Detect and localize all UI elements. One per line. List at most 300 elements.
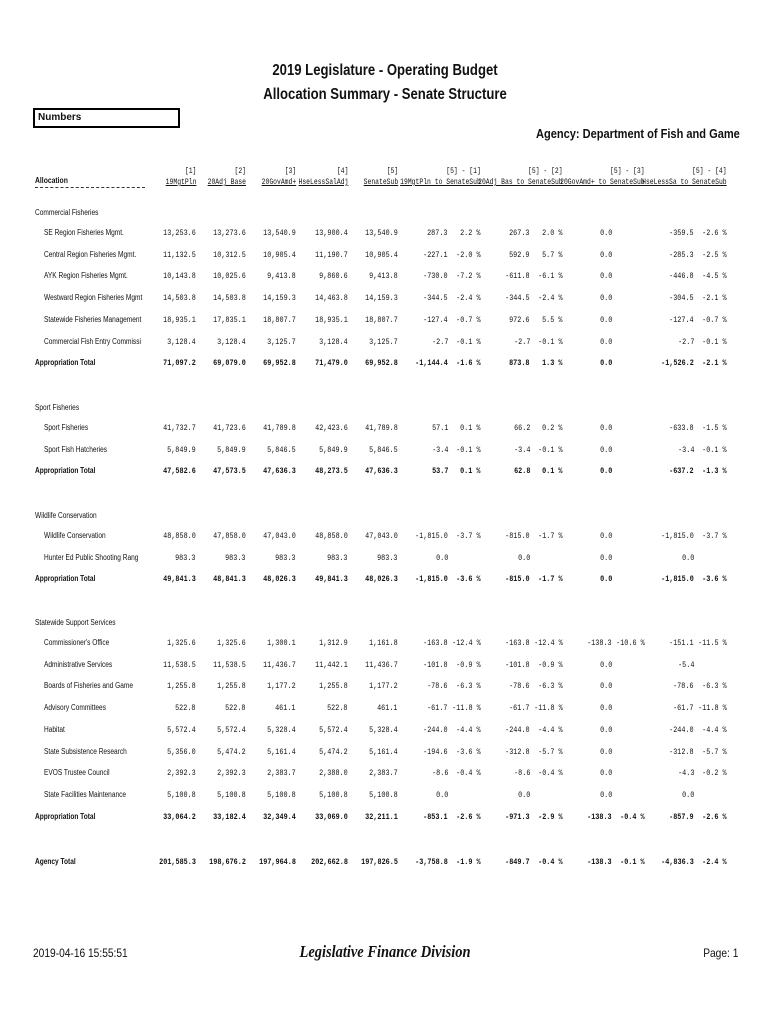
table-cell: -163.8 [423,638,448,648]
table-cell: 41,723.6 [213,423,246,433]
table-cell: -312.8 [505,746,530,757]
table-cell: 5,100.8 [369,789,398,800]
table-cell: 287.3 [427,228,448,238]
table-cell: -2.7 [677,336,694,347]
table-cell: 3,128.4 [217,336,246,347]
table-cell: -4,836.3 [661,857,694,867]
table-cell: 48,273.5 [315,466,348,477]
table-cell: 5,474.2 [319,746,348,757]
table-cell: -3.6 % [456,574,481,585]
column-number: [1] [184,167,196,176]
table-cell: 9,413.8 [267,271,296,282]
table-cell: 0.0 [681,552,694,563]
table-cell: 983.3 [327,552,348,563]
table-cell: -0.7 % [456,314,481,325]
table-cell: 0.0 [599,444,612,455]
table-cell: 873.8 [509,358,530,369]
table-cell: -1,815.0 [661,574,694,585]
table-cell: 1,177.2 [267,681,296,692]
row-label: SE Region Fisheries Mgmt. [44,228,124,237]
table-cell: 2.0 % [542,228,563,238]
table-cell: 11,132.5 [163,249,196,260]
table-cell: -244.0 [669,724,694,735]
table-cell: 0.0 [599,228,612,238]
column-header [363,166,398,188]
table-cell: -8.6 [431,768,448,779]
table-cell: -138.3 [587,811,612,822]
column-number: [5] - [1] [446,167,481,176]
table-cell: 48,858.0 [315,531,348,541]
table-cell: -61.7 [673,703,694,714]
column-header [165,166,196,188]
total-label: Appropriation Total [35,466,96,476]
table-cell: 11,538.5 [213,659,246,670]
table-cell: 48,841.3 [213,574,246,585]
table-cell: -815.0 [505,574,530,585]
table-cell: -971.3 [505,811,530,822]
table-cell: -0.4 % [456,768,481,779]
table-cell: 47,043.0 [263,531,296,541]
table-cell: -12.4 % [534,638,563,648]
table-cell: 0.0 [599,768,612,779]
table-cell: -0.4 % [538,768,563,779]
table-cell: 69,952.8 [365,358,398,369]
table-cell: -2.6 % [702,811,727,822]
table-cell: -244.0 [423,724,448,735]
table-cell: 42,423.6 [315,423,348,433]
table-cell: -1,815.0 [661,531,694,541]
column-header [561,166,646,188]
table-cell: 5,846.5 [369,444,398,455]
table-cell: 41,789.8 [263,423,296,433]
table-cell: 69,952.8 [263,358,296,369]
table-cell: -633.8 [669,423,694,433]
table-cell: -138.3 [587,857,612,867]
table-cell: -6.3 % [456,681,481,692]
total-label: Appropriation Total [35,358,96,368]
table-cell: -611.8 [505,271,530,282]
table-cell: 11,442.1 [315,659,348,670]
table-cell: 0.0 [599,552,612,563]
table-cell: 41,789.8 [365,423,398,433]
table-cell: -194.6 [423,746,448,757]
table-cell: -0.7 % [702,314,727,325]
table-cell: 0.0 [599,314,612,325]
table-cell: 33,182.4 [213,811,246,822]
row-label: EVOS Trustee Council [44,768,110,778]
table-cell: 0.0 [599,271,612,282]
table-cell: 1,325.6 [167,638,196,648]
total-label: Appropriation Total [35,811,96,821]
table-cell: -1.3 % [702,466,727,477]
section-heading: Sport Fisheries [35,403,80,412]
table-cell: -0.4 % [620,811,645,822]
numbers-label-box: Numbers [33,108,180,128]
table-cell: 47,636.3 [365,466,398,477]
table-cell: 983.3 [225,552,246,563]
table-cell: 62.8 [513,466,530,477]
table-cell: 0.0 [435,789,448,800]
table-cell: 0.0 [517,789,530,800]
table-cell: -2.6 % [702,228,727,238]
column-number: [3] [284,167,296,176]
table-cell: -1,815.0 [415,574,448,585]
table-cell: 32,211.1 [365,811,398,822]
table-cell: 10,143.8 [163,271,196,282]
column-name: HseLessSa to SenateSub [642,178,727,187]
table-cell: 202,662.8 [311,857,348,867]
table-cell: 57.1 [431,423,448,433]
table-cell: 33,064.2 [163,811,196,822]
table-cell: -2.5 % [702,249,727,260]
table-cell: 5,849.9 [319,444,348,455]
table-cell: 33,069.0 [315,811,348,822]
allocation-header-rule [35,187,145,188]
table-cell: 32,349.4 [263,811,296,822]
table-cell: -1.6 % [456,358,481,369]
table-cell: -0.1 % [538,336,563,347]
column-header [643,166,728,188]
table-cell: -244.0 [505,724,530,735]
table-cell: -4.5 % [702,271,727,282]
table-cell: -344.5 [423,293,448,304]
table-cell: 0.0 [599,789,612,800]
footer-division: Legislative Finance Division [299,942,471,961]
row-label: Hunter Ed Public Shooting Rang [44,552,139,562]
table-cell: 49,841.3 [163,574,196,585]
table-cell: 13,273.6 [213,228,246,238]
table-cell: -78.6 [509,681,530,692]
table-cell: -127.4 [423,314,448,325]
table-cell: -5.7 % [538,746,563,757]
table-cell: 47,043.0 [365,531,398,541]
table-cell: 2,388.0 [319,768,348,779]
table-cell: 47,573.5 [213,466,246,477]
column-name: 20GovAmd+ to SenateSub [560,178,645,187]
table-cell: 10,025.6 [213,271,246,282]
table-cell: 461.1 [377,703,398,714]
row-label: Sport Fish Hatcheries [44,444,108,454]
table-cell: 0.0 [517,552,530,563]
table-cell: -3.7 % [456,531,481,541]
table-cell: 0.1 % [542,466,563,477]
table-cell: 983.3 [275,552,296,563]
table-cell: -1.7 % [538,574,563,585]
table-cell: -151.1 [669,638,694,648]
table-cell: -11.8 % [534,703,563,714]
table-cell: -857.9 [669,811,694,822]
table-cell: -7.2 % [456,271,481,282]
table-cell: 2.2 % [460,228,481,238]
table-cell: 66.2 [513,423,530,433]
table-cell: -853.1 [423,811,448,822]
table-cell: -637.2 [669,466,694,477]
table-cell: -359.5 [669,228,694,238]
table-cell: -2.4 % [702,857,727,867]
table-cell: -0.1 % [702,336,727,347]
table-cell: -0.1 % [702,444,727,455]
table-cell: -446.8 [669,271,694,282]
table-cell: 10,905.4 [263,249,296,260]
table-cell: 592.9 [509,249,530,260]
table-cell: -849.7 [505,857,530,867]
column-name: 20GovAmd+ [261,178,296,187]
table-cell: -3,758.8 [415,857,448,867]
table-cell: -12.4 % [452,638,481,648]
footer-timestamp: 2019-04-16 15:55:51 [33,946,128,960]
table-cell: -11.8 % [698,703,727,714]
row-label: Commercial Fish Entry Commissi [44,336,141,346]
table-cell: 5.7 % [542,249,563,260]
table-cell: 0.0 [599,659,612,670]
table-cell: 17,835.1 [213,314,246,325]
table-cell: 13,540.9 [365,228,398,238]
row-label: AYK Region Fisheries Mgmt. [44,271,128,281]
table-cell: 1,177.2 [369,681,398,692]
table-cell: -2.0 % [456,249,481,260]
column-name: 20Adj Base [207,178,246,187]
table-cell: 3,128.4 [167,336,196,347]
table-cell: 2,392.3 [167,768,196,779]
table-cell: 5,849.9 [167,444,196,455]
table-cell: -61.7 [427,703,448,714]
table-cell: 5,849.9 [217,444,246,455]
table-cell: 198,676.2 [209,857,246,867]
table-cell: 9,860.6 [319,271,348,282]
table-cell: 0.0 [599,423,612,433]
table-cell: 11,436.7 [365,659,398,670]
table-cell: 1,255.8 [217,681,246,692]
table-cell: 47,636.3 [263,466,296,477]
column-number: [5] - [3] [610,167,645,176]
table-cell: 5,328.4 [369,724,398,735]
table-cell: 1,300.1 [267,638,296,648]
table-cell: 5,328.4 [267,724,296,735]
total-label: Agency Total [35,857,76,866]
table-cell: -3.4 [431,444,448,455]
table-cell: 47,858.0 [213,531,246,541]
table-cell: 11,436.7 [263,659,296,670]
table-cell: -1,815.0 [415,531,448,541]
column-name: 20Adj Bas to SenateSub [478,178,563,187]
table-cell: -1.5 % [702,423,727,433]
table-cell: -5.7 % [702,746,727,757]
table-cell: 5,100.8 [319,789,348,800]
row-label: Commissioner's Office [44,638,110,647]
column-number: [5] [386,167,398,176]
table-cell: 10,905.4 [365,249,398,260]
table-cell: 0.0 [681,789,694,800]
table-cell: -4.4 % [538,724,563,735]
table-cell: 197,964.8 [259,857,296,867]
table-cell: 13,253.6 [163,228,196,238]
table-cell: 0.0 [599,703,612,714]
table-cell: -78.6 [427,681,448,692]
row-label: Boards of Fisheries and Game [44,681,133,691]
footer-page-number: Page: 1 [702,946,738,960]
table-cell: 522.8 [175,703,196,714]
table-cell: -1.9 % [456,857,481,867]
table-cell: 48,026.3 [365,574,398,585]
table-cell: -0.1 % [620,857,645,867]
table-cell: 5,846.5 [267,444,296,455]
table-cell: -3.6 % [456,746,481,757]
table-cell: 983.3 [175,552,196,563]
table-cell: 18,807.7 [365,314,398,325]
table-cell: 0.0 [435,552,448,563]
agency-label: Agency: Department of Fish and Game [536,126,740,141]
table-cell: 5,474.2 [217,746,246,757]
table-cell: 49,841.3 [315,574,348,585]
row-label: Central Region Fisheries Mgmt. [44,249,137,259]
table-cell: 14,503.8 [163,293,196,304]
table-cell: 461.1 [275,703,296,714]
table-cell: -0.1 % [456,444,481,455]
table-cell: 11,190.7 [315,249,348,260]
table-cell: 14,159.3 [365,293,398,304]
allocation-column-header: Allocation [35,176,68,185]
table-cell: -127.4 [669,314,694,325]
table-cell: -0.1 % [456,336,481,347]
table-cell: 0.2 % [542,423,563,433]
table-cell: -2.9 % [538,811,563,822]
column-number: [4] [336,167,348,176]
row-label: Advisory Committees [44,703,106,713]
table-cell: -815.0 [505,531,530,541]
table-cell: 5,572.4 [167,724,196,735]
table-cell: -2.1 % [702,293,727,304]
table-cell: -0.4 % [538,857,563,867]
table-cell: 0.0 [599,574,612,585]
table-cell: 0.0 [599,681,612,692]
table-cell: 14,159.3 [263,293,296,304]
table-cell: 5,161.4 [267,746,296,757]
table-cell: -285.3 [669,249,694,260]
table-cell: 0.0 [599,466,612,477]
table-cell: 5,100.8 [217,789,246,800]
column-name: 19MgtPln to SenateSub [400,178,481,187]
table-cell: 0.1 % [460,423,481,433]
table-cell: 11,538.5 [163,659,196,670]
table-cell: 5,572.4 [217,724,246,735]
table-cell: 5,356.0 [167,746,196,757]
table-cell: 1,255.8 [319,681,348,692]
table-cell: 0.0 [599,746,612,757]
table-cell: -2.7 [431,336,448,347]
table-cell: -1.7 % [538,531,563,541]
table-cell: -6.1 % [538,271,563,282]
table-cell: 18,807.7 [263,314,296,325]
table-cell: 5,161.4 [369,746,398,757]
row-label: Westward Region Fisheries Mgmt [44,293,143,303]
table-cell: 972.6 [509,314,530,325]
table-cell: -3.7 % [702,531,727,541]
table-cell: 1,325.6 [217,638,246,648]
table-cell: -4.4 % [456,724,481,735]
row-label: Wildlife Conservation [44,531,106,540]
column-number: [2] [234,167,246,176]
table-cell: 13,540.9 [263,228,296,238]
table-cell: 983.3 [377,552,398,563]
table-cell: 69,079.0 [213,358,246,369]
table-cell: 14,463.8 [315,293,348,304]
table-cell: -3.4 [513,444,530,455]
table-cell: -2.4 % [538,293,563,304]
table-cell: -2.6 % [456,811,481,822]
column-number: [5] - [4] [692,167,727,176]
table-cell: 5,572.4 [319,724,348,735]
table-cell: -730.0 [423,271,448,282]
table-cell: -2.4 % [456,293,481,304]
table-cell: 197,826.5 [361,857,398,867]
table-cell: 3,125.7 [369,336,398,347]
table-cell: 201,585.3 [159,857,196,867]
row-label: State Facilities Maintenance [44,789,127,799]
column-name: HseLessSalAdj [298,178,348,187]
table-cell: -304.5 [669,293,694,304]
table-cell: 71,097.2 [163,358,196,369]
table-cell: 9,413.8 [369,271,398,282]
table-cell: -0.9 % [456,659,481,670]
table-cell: -2.7 [513,336,530,347]
table-cell: 13,900.4 [315,228,348,238]
table-cell: 5,100.8 [167,789,196,800]
table-cell: -10.6 % [616,638,645,648]
column-name: 19MgtPln [165,178,196,187]
row-label: Sport Fisheries [44,423,89,432]
table-cell: 3,125.7 [267,336,296,347]
table-cell: 53.7 [431,466,448,477]
table-cell: -78.6 [673,681,694,692]
table-cell: 47,582.6 [163,466,196,477]
row-label: Administrative Services [44,659,113,669]
table-cell: -3.6 % [702,574,727,585]
table-cell: 10,312.5 [213,249,246,260]
table-cell: -101.8 [423,659,448,670]
table-cell: 1,255.8 [167,681,196,692]
table-cell: 5.5 % [542,314,563,325]
table-cell: 0.0 [599,358,612,369]
column-header [479,166,564,188]
table-cell: -1,144.4 [415,358,448,369]
table-cell: 1,161.8 [369,638,398,648]
table-cell: -101.8 [505,659,530,670]
table-cell: 5,100.8 [267,789,296,800]
column-header [298,166,348,188]
report-title: 2019 Legislature - Operating Budget [272,62,498,79]
table-cell: -11.5 % [698,638,727,648]
table-cell: 522.8 [225,703,246,714]
table-cell: -138.3 [587,638,612,648]
table-cell: 2,383.7 [267,768,296,779]
table-cell: 1.3 % [542,358,563,369]
table-cell: -1,526.2 [661,358,694,369]
table-cell: -163.8 [505,638,530,648]
table-cell: -6.3 % [702,681,727,692]
column-number: [5] - [2] [528,167,563,176]
column-header [208,166,246,188]
section-heading: Commercial Fisheries [35,208,99,217]
table-cell: 522.8 [327,703,348,714]
table-cell: 0.0 [599,336,612,347]
section-heading: Wildlife Conservation [35,511,97,520]
column-name: SenateSub [363,178,398,187]
table-cell: 3,128.4 [319,336,348,347]
table-cell: 0.0 [599,724,612,735]
table-cell: 0.1 % [460,466,481,477]
table-cell: 41,732.7 [163,423,196,433]
column-header [400,166,481,188]
